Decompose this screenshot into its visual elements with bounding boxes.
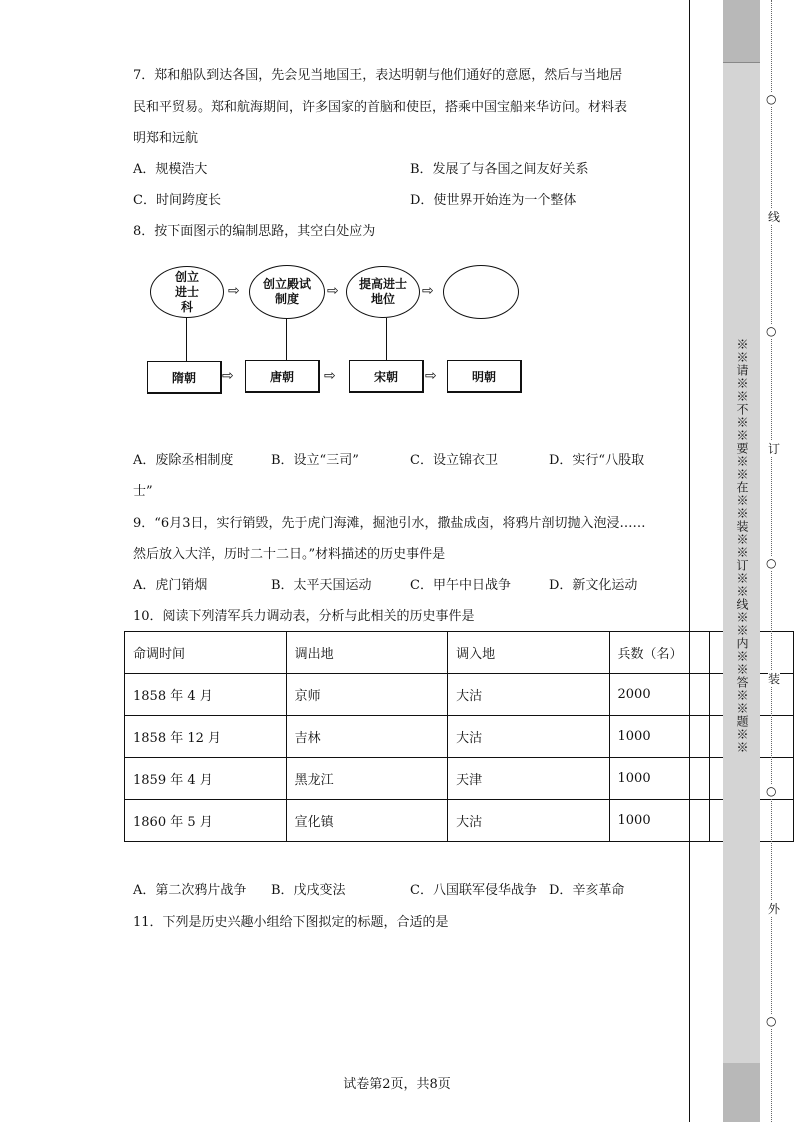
table-cell: 宣化镇 [286, 800, 447, 842]
connector-line [186, 318, 187, 362]
q7-option-a: A．规模浩大 [133, 162, 208, 177]
table-cell: 大沽 [448, 716, 609, 758]
table-cell: 1000 [609, 716, 710, 758]
q9-line1: 9．“6月3日，实行销毁，先于虎门海滩，掘池引水，撒盐成卤，将鸦片剖切抛入泡浸…… [133, 516, 646, 531]
binding-dark-top [723, 0, 760, 62]
q7-option-b: B．发展了与各国之间友好关系 [410, 162, 589, 177]
diagram-bottom-3: 宋朝 [349, 360, 424, 393]
q9-option-b: B．太平天国运动 [271, 578, 372, 593]
table-cell: 1000 [609, 800, 710, 842]
table-header: 兵数（名） [609, 632, 710, 674]
arrow-right-icon: ⇨ [222, 368, 234, 384]
circle-mark: ○ [766, 324, 777, 338]
arrow-right-icon: ⇨ [228, 283, 240, 299]
table-cell: 1860 年 5 月 [125, 800, 287, 842]
circle-mark: ○ [766, 784, 777, 798]
arrow-right-icon: ⇨ [327, 283, 339, 299]
diagram-bottom-2: 唐朝 [245, 360, 320, 393]
q8-option-b: B．设立“三司” [271, 453, 359, 468]
q10-option-b: B．戊戌变法 [271, 883, 346, 898]
q9-option-d: D．新文化运动 [549, 578, 638, 593]
table-cell: 1858 年 12 月 [125, 716, 287, 758]
label-outer-char: 外 [768, 902, 781, 916]
q10-option-c: C．八国联军侵华战争 [410, 883, 537, 898]
table-row [125, 758, 794, 800]
q10-option-d: D．辛亥革命 [549, 883, 625, 898]
diagram-top-4-blank [443, 265, 519, 319]
table-cell: 1859 年 4 月 [125, 758, 287, 800]
table-cell: 吉林 [286, 716, 447, 758]
table-cell: 大沽 [448, 674, 609, 716]
arrow-right-icon: ⇨ [422, 283, 434, 299]
q8-stem: 8．按下面图示的编制思路，其空白处应为 [133, 224, 376, 239]
q10-stem: 10．阅读下列清军兵力调动表，分析与此相关的历史事件是 [133, 609, 475, 624]
label-binding-char: 装 [768, 672, 781, 686]
circle-mark: ○ [766, 556, 777, 570]
q9-option-a: A．虎门销烟 [133, 578, 208, 593]
table-row [125, 674, 794, 716]
circle-mark: ○ [766, 1014, 777, 1028]
table-cell: 1858 年 4 月 [125, 674, 287, 716]
q8-option-d-continued: 士” [133, 484, 153, 499]
table-cell: 1000 [609, 758, 710, 800]
binding-warning-text: ※※请※※不※※要※※在※※装※※订※※线※※内※※答※※题※※ [735, 338, 749, 754]
binding-border-line [689, 0, 690, 1122]
diagram-bottom-1: 隋朝 [147, 361, 222, 394]
diagram-top-3: 提高进士地位 [346, 266, 420, 318]
q7-option-d: D．使世界开始连为一个整体 [410, 193, 577, 208]
binding-dark-bottom [723, 1063, 760, 1122]
table-row [125, 800, 794, 842]
q8-option-c: C．设立锦衣卫 [410, 453, 498, 468]
table-header: 调入地 [448, 632, 609, 674]
table-cell: 2000 [609, 674, 710, 716]
arrow-right-icon: ⇨ [324, 368, 336, 384]
table-cell: 天津 [448, 758, 609, 800]
connector-line [286, 318, 287, 361]
connector-line [386, 318, 387, 361]
arrow-right-icon: ⇨ [425, 368, 437, 384]
label-line-char: 线 [768, 210, 781, 224]
troop-table [124, 631, 794, 842]
q9-line2: 然后放入大洋，历时二十二日。”材料描述的历史事件是 [133, 547, 446, 562]
q7-line3: 明郑和远航 [133, 131, 199, 146]
table-row [125, 716, 794, 758]
table-header-row [125, 632, 794, 674]
label-bind-char: 订 [768, 442, 781, 456]
q7-line1: 7．郑和船队到达各国，先会见当地国王，表达明朝与他们通好的意愿，然后与当地居 [133, 68, 623, 83]
q7-line2: 民和平贸易。郑和航海期间，许多国家的首脑和使臣，搭乘中国宝船来华访问。材料表 [133, 100, 628, 115]
page-footer: 试卷第2页，共8页 [343, 1077, 451, 1092]
diagram-top-1: 创立进士科 [150, 266, 224, 318]
q8-option-d: D．实行“八股取 [549, 453, 645, 468]
table-header: 调出地 [286, 632, 447, 674]
table-header: 命调时间 [125, 632, 287, 674]
q9-option-c: C．甲午中日战争 [410, 578, 511, 593]
table-cell: 京师 [286, 674, 447, 716]
q7-option-c: C．时间跨度长 [133, 193, 221, 208]
circle-mark: ○ [766, 92, 777, 106]
table-cell: 黑龙江 [286, 758, 447, 800]
diagram-top-2: 创立殿试制度 [249, 265, 325, 319]
q10-option-a: A．第二次鸦片战争 [133, 883, 247, 898]
q11-stem: 11．下列是历史兴趣小组给下图拟定的标题，合适的是 [133, 915, 449, 930]
table-cell: 大沽 [448, 800, 609, 842]
q8-option-a: A．废除丞相制度 [133, 453, 234, 468]
diagram-bottom-4: 明朝 [447, 360, 522, 393]
